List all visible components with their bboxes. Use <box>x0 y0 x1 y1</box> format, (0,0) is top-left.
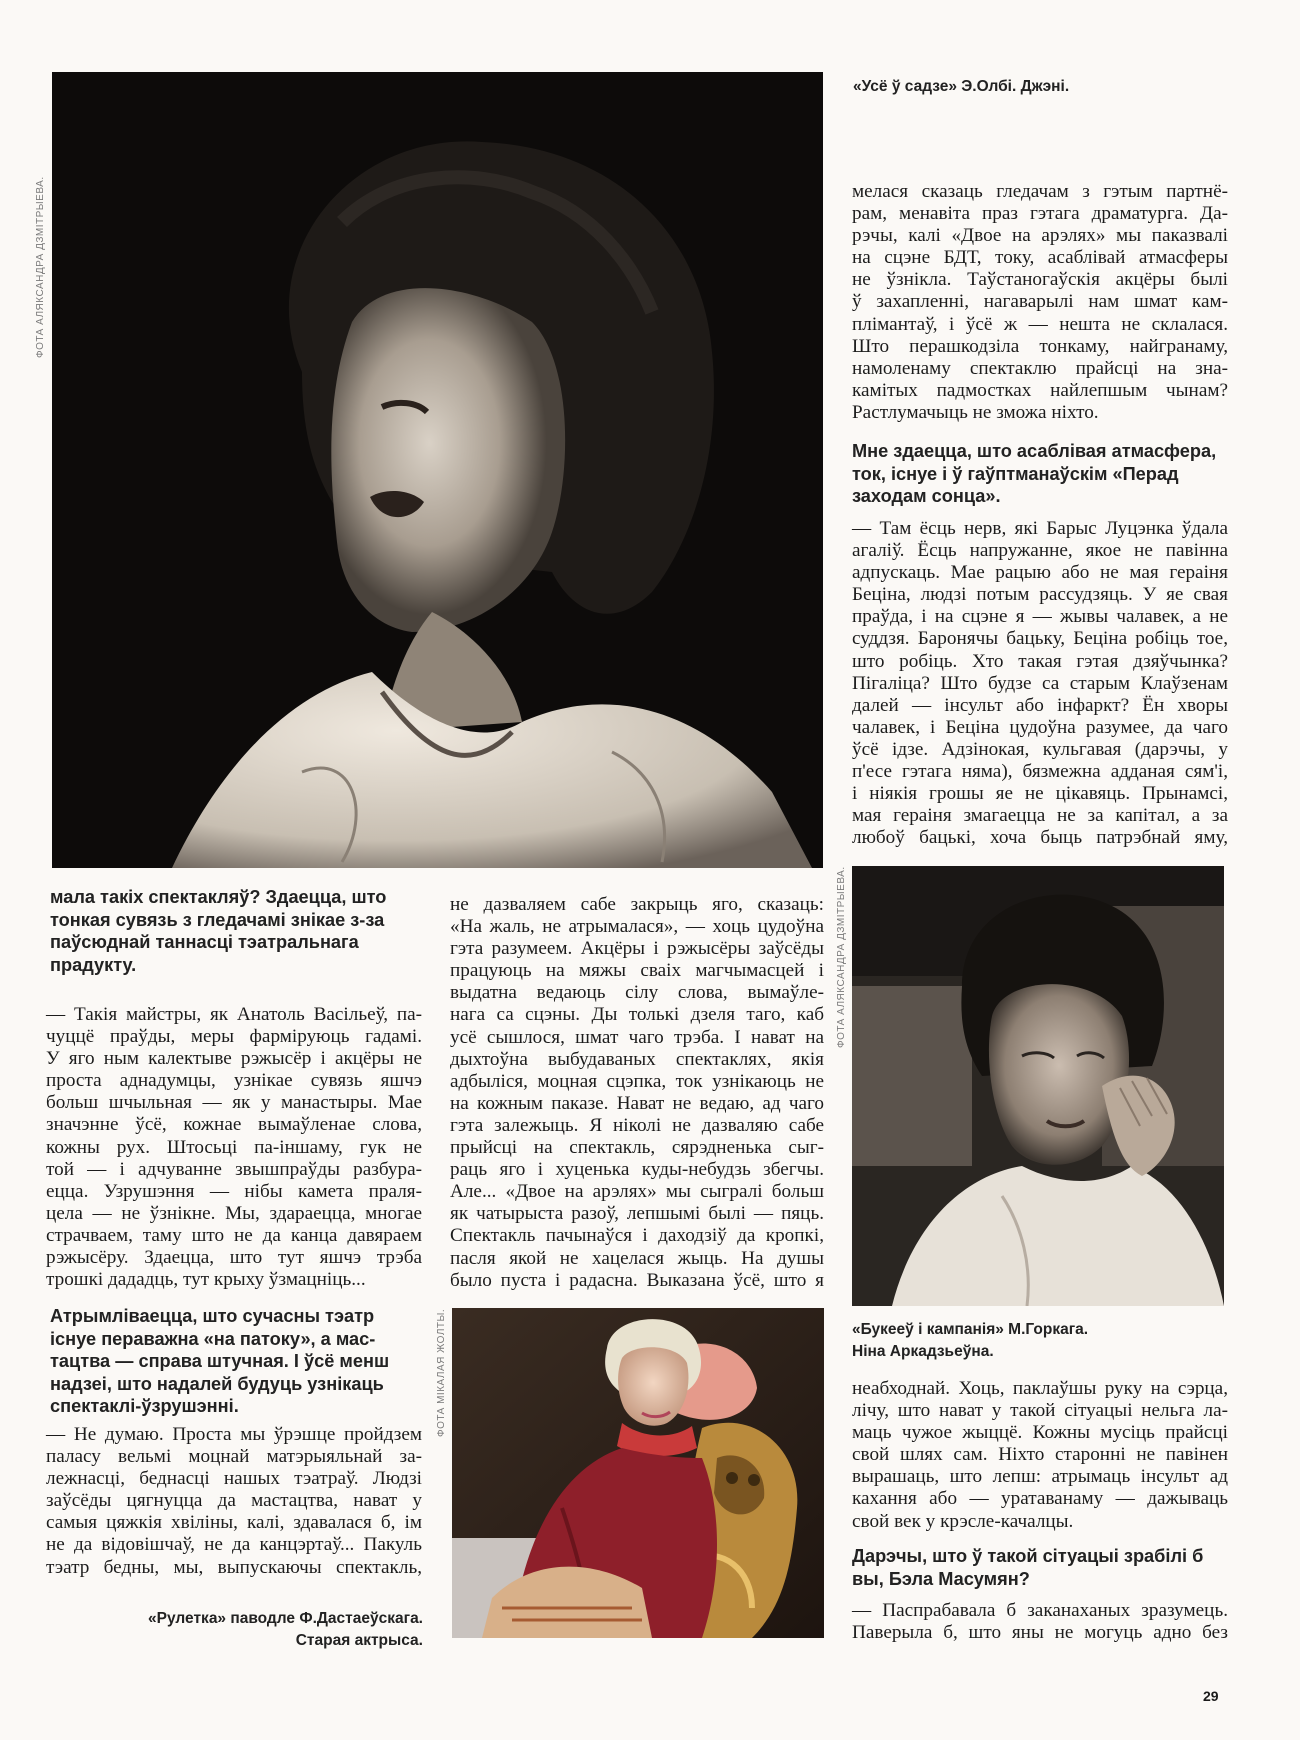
text-line: свой шлях сам. Ніхто староннi не павінен <box>852 1444 1228 1466</box>
text-line: лічу, што нават у такой сітуацыі нельга ла- <box>852 1400 1228 1422</box>
text-line: цела — не ўзнікне. Мы, здараецца, многае <box>46 1202 422 1224</box>
text-line: страчваем, таму што не да канца давяраем <box>46 1224 422 1246</box>
photo-credit-third: ФОТА МІКАЛАЯ ЖОЛТЫ. <box>436 1308 447 1437</box>
text-line: «На жаль, не атрымалася», — хоць цудоўна <box>450 916 824 938</box>
text-line: пасля якой не хацелася жыць. На душы <box>450 1247 824 1269</box>
text-line: п'есе гэтага няма), бязмежна адданая сям'і, <box>852 761 1228 783</box>
caption-main-photo <box>853 76 1069 98</box>
caption-line: «Усё ў садзе» Э.Олбі. Джэні. <box>853 78 1070 95</box>
text-line: свой век у крэсле-качалцы. <box>852 1510 1074 1532</box>
text-line: рэжысёру. Здаецца, што тут яшчэ трэба <box>46 1247 422 1269</box>
text-line: вырашаць, што лепш: атрымаць інсульт ад <box>852 1466 1228 1488</box>
text-line: ецца. Узрушэння — нібы камета праля- <box>46 1180 422 1202</box>
text-line: тэатр бедны, мы, выпускаючы спектакль, <box>46 1556 422 1578</box>
text-line: дыхтоўна выбудаваных спектаклях, якія <box>450 1048 824 1070</box>
text-line: заўсёды цягнуцца да мастацтва, нават у <box>46 1490 422 1512</box>
question-performances <box>50 886 430 976</box>
text-line: У яго ным калектыве рэжысёр і акцёры не <box>46 1048 422 1070</box>
text-line: адбыліся, моцная сцэпка, ток узнікаюць не <box>450 1070 824 1092</box>
text-line: — Там ёсць нерв, які Барыс Луцэнка ўдала <box>852 518 1228 539</box>
text-line: Але... «Двое на арэлях» мы сыгралі больш <box>450 1181 824 1203</box>
text-line: агаліў. Ёсць напружанне, якое не павінна <box>852 540 1228 562</box>
question-line: паўсюднай таннасці тэатральнага <box>50 932 359 952</box>
answer-masters-text <box>46 1004 422 1291</box>
right-column-bottom-text <box>852 1378 1228 1533</box>
text-line: праўда, і на сцэне я — жывы чалавек, а не <box>852 606 1228 628</box>
caption-third-photo <box>141 1608 423 1652</box>
text-line: рам, менавіта праз гэтага драматурга. Да- <box>852 203 1228 225</box>
text-line: гэта залежыць. Я ніколі не дазваляю сабе <box>450 1114 824 1136</box>
answer-poverty-text <box>46 1424 422 1579</box>
question-atmosphere <box>852 440 1228 508</box>
question-line: існуе пераважна «на патоку», а мас- <box>50 1328 376 1349</box>
caption-line: «Рулетка» паводле Ф.Дастаеўскага. <box>148 1610 423 1627</box>
right-column-top-text <box>852 181 1228 424</box>
text-line: было пуста і радасна. Выказана ўсё, што я <box>450 1269 824 1291</box>
text-line: на сцэне БДТ, току, асаблівай атмасферы <box>852 247 1228 269</box>
text-line: Што перашкодзіла тонкаму, найгранаму, <box>852 335 1228 357</box>
text-line: камітых падмостках найлепшым чынам? <box>852 379 1228 401</box>
third-photo <box>452 1308 824 1638</box>
text-line: ўсё ідзе. Адзінокая, кульгавая (дарэчы, у <box>852 738 1228 760</box>
text-line: трошкі дададць, тут крыху ўзмацніць... <box>46 1269 366 1291</box>
photo-credit-main: ФОТА АЛЯКСАНДРА ДЗМІТРЫЕВА. <box>35 176 46 358</box>
text-line: ў захапленні, нагаварылі нам шмат кам- <box>852 291 1228 313</box>
text-line: кожны рух. Штосьці па-іншаму, гук не <box>46 1136 422 1158</box>
text-line: Паверыла б, што яны не могуць адно без <box>852 1622 1228 1644</box>
question-line: мала такіх спектакляў? Здаецца, што <box>50 887 387 907</box>
text-line: і ніякія грошы яе не цікавяць. Прынамсі, <box>852 783 1228 805</box>
text-line: значэнне ўсё, кожнае вымаўленае слова, <box>46 1114 422 1136</box>
question-line: вы, Бэла Масумян? <box>852 1568 1030 1589</box>
text-line: адпускаць. Мае рацыю або не мая гераіня <box>852 562 1228 584</box>
text-line: гэта разумеем. Акцёры і рэжысёры заўсёды <box>450 938 824 960</box>
question-situation <box>852 1545 1228 1590</box>
text-line: той — і адчуванне звышпраўды разбура- <box>46 1158 422 1180</box>
text-line: на кожным паказе. Нават не ведаю, ад чаго <box>450 1092 824 1114</box>
question-line: прадукту. <box>50 954 137 975</box>
text-line: выдатна ведаюць сілу слова, вымаўле- <box>450 982 824 1004</box>
question-line: спектаклі-ўзрушэнні. <box>50 1396 239 1416</box>
caption-second-photo <box>852 1319 1088 1363</box>
text-line: Беціна, людзі потым рассудзяць. У яе свая <box>852 584 1228 606</box>
text-line: рэчы, калі «Двое на арэлях» мы паказвалі <box>852 225 1228 247</box>
caption-line: «Букееў і кампанія» М.Горкага. <box>852 1321 1089 1338</box>
text-line: далей — інсульт або інфаркт? Ён хворы <box>852 694 1228 716</box>
text-line: суддзя. Баронячы бацьку, Беціна робіць тое, <box>852 628 1228 650</box>
question-line: Дарэчы, што ў такой сітуацыі зрабілі б <box>852 1546 1204 1566</box>
page-number: 29 <box>1203 1688 1219 1704</box>
text-line: мелася сказаць гледачам з гэтым партнё- <box>852 181 1228 202</box>
text-line: Пігаліца? Што будзе са старым Клаўзенам <box>852 672 1228 694</box>
text-line: маць чужое жыццё. Кожны мусіць прайсці <box>852 1422 1228 1444</box>
question-line: тацтва — справа штучная. І ўсё менш <box>50 1351 390 1371</box>
text-line: проста аднадумцы, узнікае сувязь яшчэ <box>46 1070 422 1092</box>
question-line: надзеі, што надалей будуць узнікаць <box>50 1373 384 1394</box>
text-line: прыйсці на спектакль, сярэдненька сыг- <box>450 1137 824 1159</box>
question-line: Атрымліваецца, што сучасны тэатр <box>50 1306 375 1326</box>
second-photo <box>852 866 1224 1306</box>
text-line: Спектакль пачынаўся і даходзіў да кропкі, <box>450 1225 824 1247</box>
text-line: — Не думаю. Проста мы ўрэшце пройдзем <box>46 1424 422 1445</box>
answer-atmosphere-text <box>852 518 1228 849</box>
question-line: ток, існуе і ў гаўптманаўскім «Перад <box>852 463 1179 484</box>
question-line: заходам сонца». <box>852 486 1001 506</box>
main-photo <box>52 72 823 868</box>
question-mastery <box>50 1305 430 1418</box>
caption-line: Старая актрыса. <box>295 1632 423 1649</box>
text-line: чалавек, і Беціна цудоўна разумее, да чаго <box>852 716 1228 738</box>
text-line: раць яго і хуценька куды-небудзь збегчы. <box>450 1159 824 1181</box>
text-line: кахання або — уратаванаму — дажываць <box>852 1488 1228 1510</box>
text-line: — Паспрабавала б заканаханых зразумець. <box>852 1600 1228 1621</box>
text-line: не дазваляем сабе закрыць яго, сказаць: <box>450 894 824 915</box>
question-line: тонкая сувязь з гледачамі знікае з-за <box>50 909 385 930</box>
text-line: любоў бацькі, хоча быць патрэбнай яму, <box>852 827 1228 849</box>
text-line: плімантаў, і ўсё ж — нешта не склалася. <box>852 313 1228 335</box>
text-line: чуццё праўды, меры фарміруюць гадамі. <box>46 1026 422 1048</box>
text-line: лежнасці, беднасці нашых тэатраў. Людзі <box>46 1468 422 1490</box>
text-line: усё сышлося, шмат чаго трэба. І нават на <box>450 1026 824 1048</box>
text-line: працуюць на мяжы сваіх магчымасцей і <box>450 960 824 982</box>
text-line: намоленаму спектаклю прайсці на зна- <box>852 357 1228 379</box>
text-line: больш шчыльная — як у манастыры. Мае <box>46 1092 422 1114</box>
text-line: мая гераіня змагаецца не за капітал, а за <box>852 805 1228 827</box>
question-line: Мне здаецца, што асаблівая атмасфера, <box>852 441 1217 461</box>
text-line: неабходнай. Хоць, паклаўшы руку на сэрца, <box>852 1378 1228 1399</box>
middle-column-text <box>450 894 824 1292</box>
text-line: не да відовішчаў, не да канцэртаў... Пакуль <box>46 1534 422 1556</box>
text-line: Растлумачыць не зможа ніхто. <box>852 401 1099 423</box>
photo-credit-second: ФОТА АЛЯКСАНДРА ДЗМІТРЫЕВА. <box>836 866 847 1048</box>
text-line: што робіць. Хто такая гэтая дзяўчынка? <box>852 650 1228 672</box>
text-line: паласу вельмі моцнай матэрыяльнай за- <box>46 1446 422 1468</box>
text-line: — Такія майстры, як Анатоль Васільеў, па- <box>46 1004 422 1025</box>
caption-line: Ніна Аркадзьеўна. <box>852 1343 994 1360</box>
text-line: нага са сцэны. Ды толькі дзеля таго, каб <box>450 1004 824 1026</box>
text-line: не ўзнікла. Таўстаногаўскія акцёры былі <box>852 269 1228 291</box>
text-line: самыя цяжкія хвіліны, калі, здавалася б, ім <box>46 1512 422 1534</box>
text-line: як чатырыста разоў, лепшымі былі — пяць. <box>450 1203 824 1225</box>
answer-situation-text <box>852 1600 1228 1644</box>
